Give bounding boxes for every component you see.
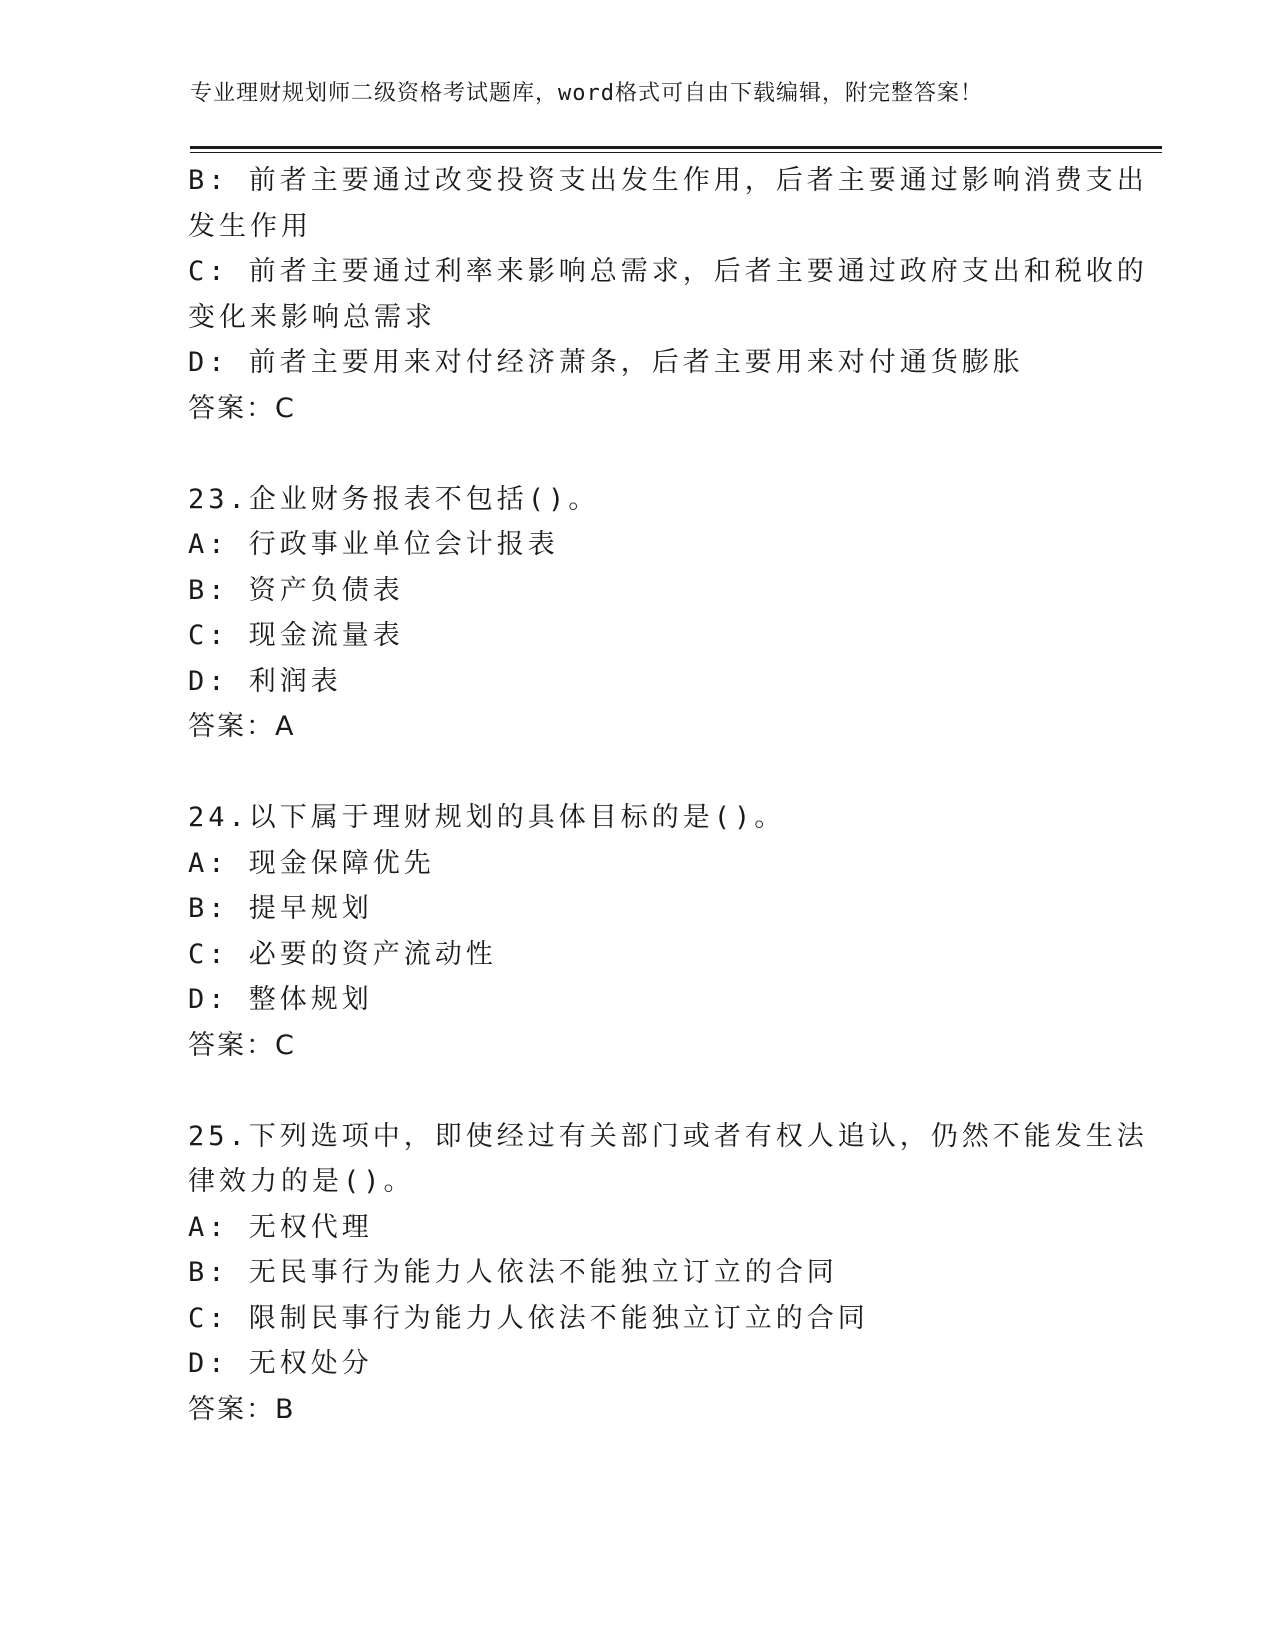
- answer-24: 答案：C: [188, 1029, 296, 1061]
- option-text: B: 前者主要通过改变投资支出发生作用，后者主要通过影响消费支出: [188, 165, 1148, 196]
- answer-25: 答案：B: [188, 1393, 296, 1425]
- option-b: B: 资产负债表: [188, 574, 404, 606]
- spacer: [188, 750, 1088, 796]
- answer-22: 答案：C: [188, 392, 296, 424]
- document-body: [188, 158, 1148, 1432]
- option-c: C: 必要的资产流动性: [188, 938, 497, 970]
- question-stem: 23.企业财务报表不包括()。: [188, 483, 600, 515]
- option-b-continued: [188, 158, 1148, 249]
- header-rule-thick: [190, 146, 1162, 149]
- question-24: [188, 795, 1088, 1068]
- option-text: 变化来影响总需求: [188, 301, 436, 333]
- option-c: C: 限制民事行为能力人依法不能独立订立的合同: [188, 1302, 869, 1334]
- option-text: C: 前者主要通过利率来影响总需求，后者主要通过政府支出和税收的: [188, 256, 1148, 287]
- option-a: A: 行政事业单位会计报表: [188, 529, 559, 560]
- option-d-continued: D: 前者主要用来对付经济萧条，后者主要用来对付通货膨胀: [188, 347, 1024, 378]
- option-b: B: 无民事行为能力人依法不能独立订立的合同: [188, 1257, 838, 1288]
- question-23: [188, 477, 1088, 750]
- page-header: 专业理财规划师二级资格考试题库，word格式可自由下载编辑，附完整答案！: [190, 81, 983, 106]
- option-d: D: 无权处分: [188, 1348, 373, 1379]
- option-text: 发生作用: [188, 210, 312, 242]
- option-d: D: 整体规划: [188, 984, 373, 1015]
- option-c-continued: [188, 249, 1148, 340]
- option-d: D: 利润表: [188, 665, 342, 697]
- option-a: A: 现金保障优先: [188, 847, 435, 879]
- question-stem: 律效力的是()。: [188, 1166, 415, 1197]
- question-25: [188, 1114, 1148, 1433]
- option-b: B: 提早规划: [188, 893, 373, 924]
- spacer: [188, 1068, 1088, 1114]
- answer-23: 答案：A: [188, 711, 296, 742]
- spacer: [188, 431, 1088, 477]
- question-stem: 25.下列选项中，即使经过有关部门或者有权人追认，仍然不能发生法: [188, 1120, 1148, 1152]
- question-stem: 24.以下属于理财规划的具体目标的是()。: [188, 802, 786, 833]
- option-a: A: 无权代理: [188, 1211, 373, 1243]
- header-rule-thin: [190, 152, 1162, 153]
- option-c: C: 现金流量表: [188, 620, 404, 651]
